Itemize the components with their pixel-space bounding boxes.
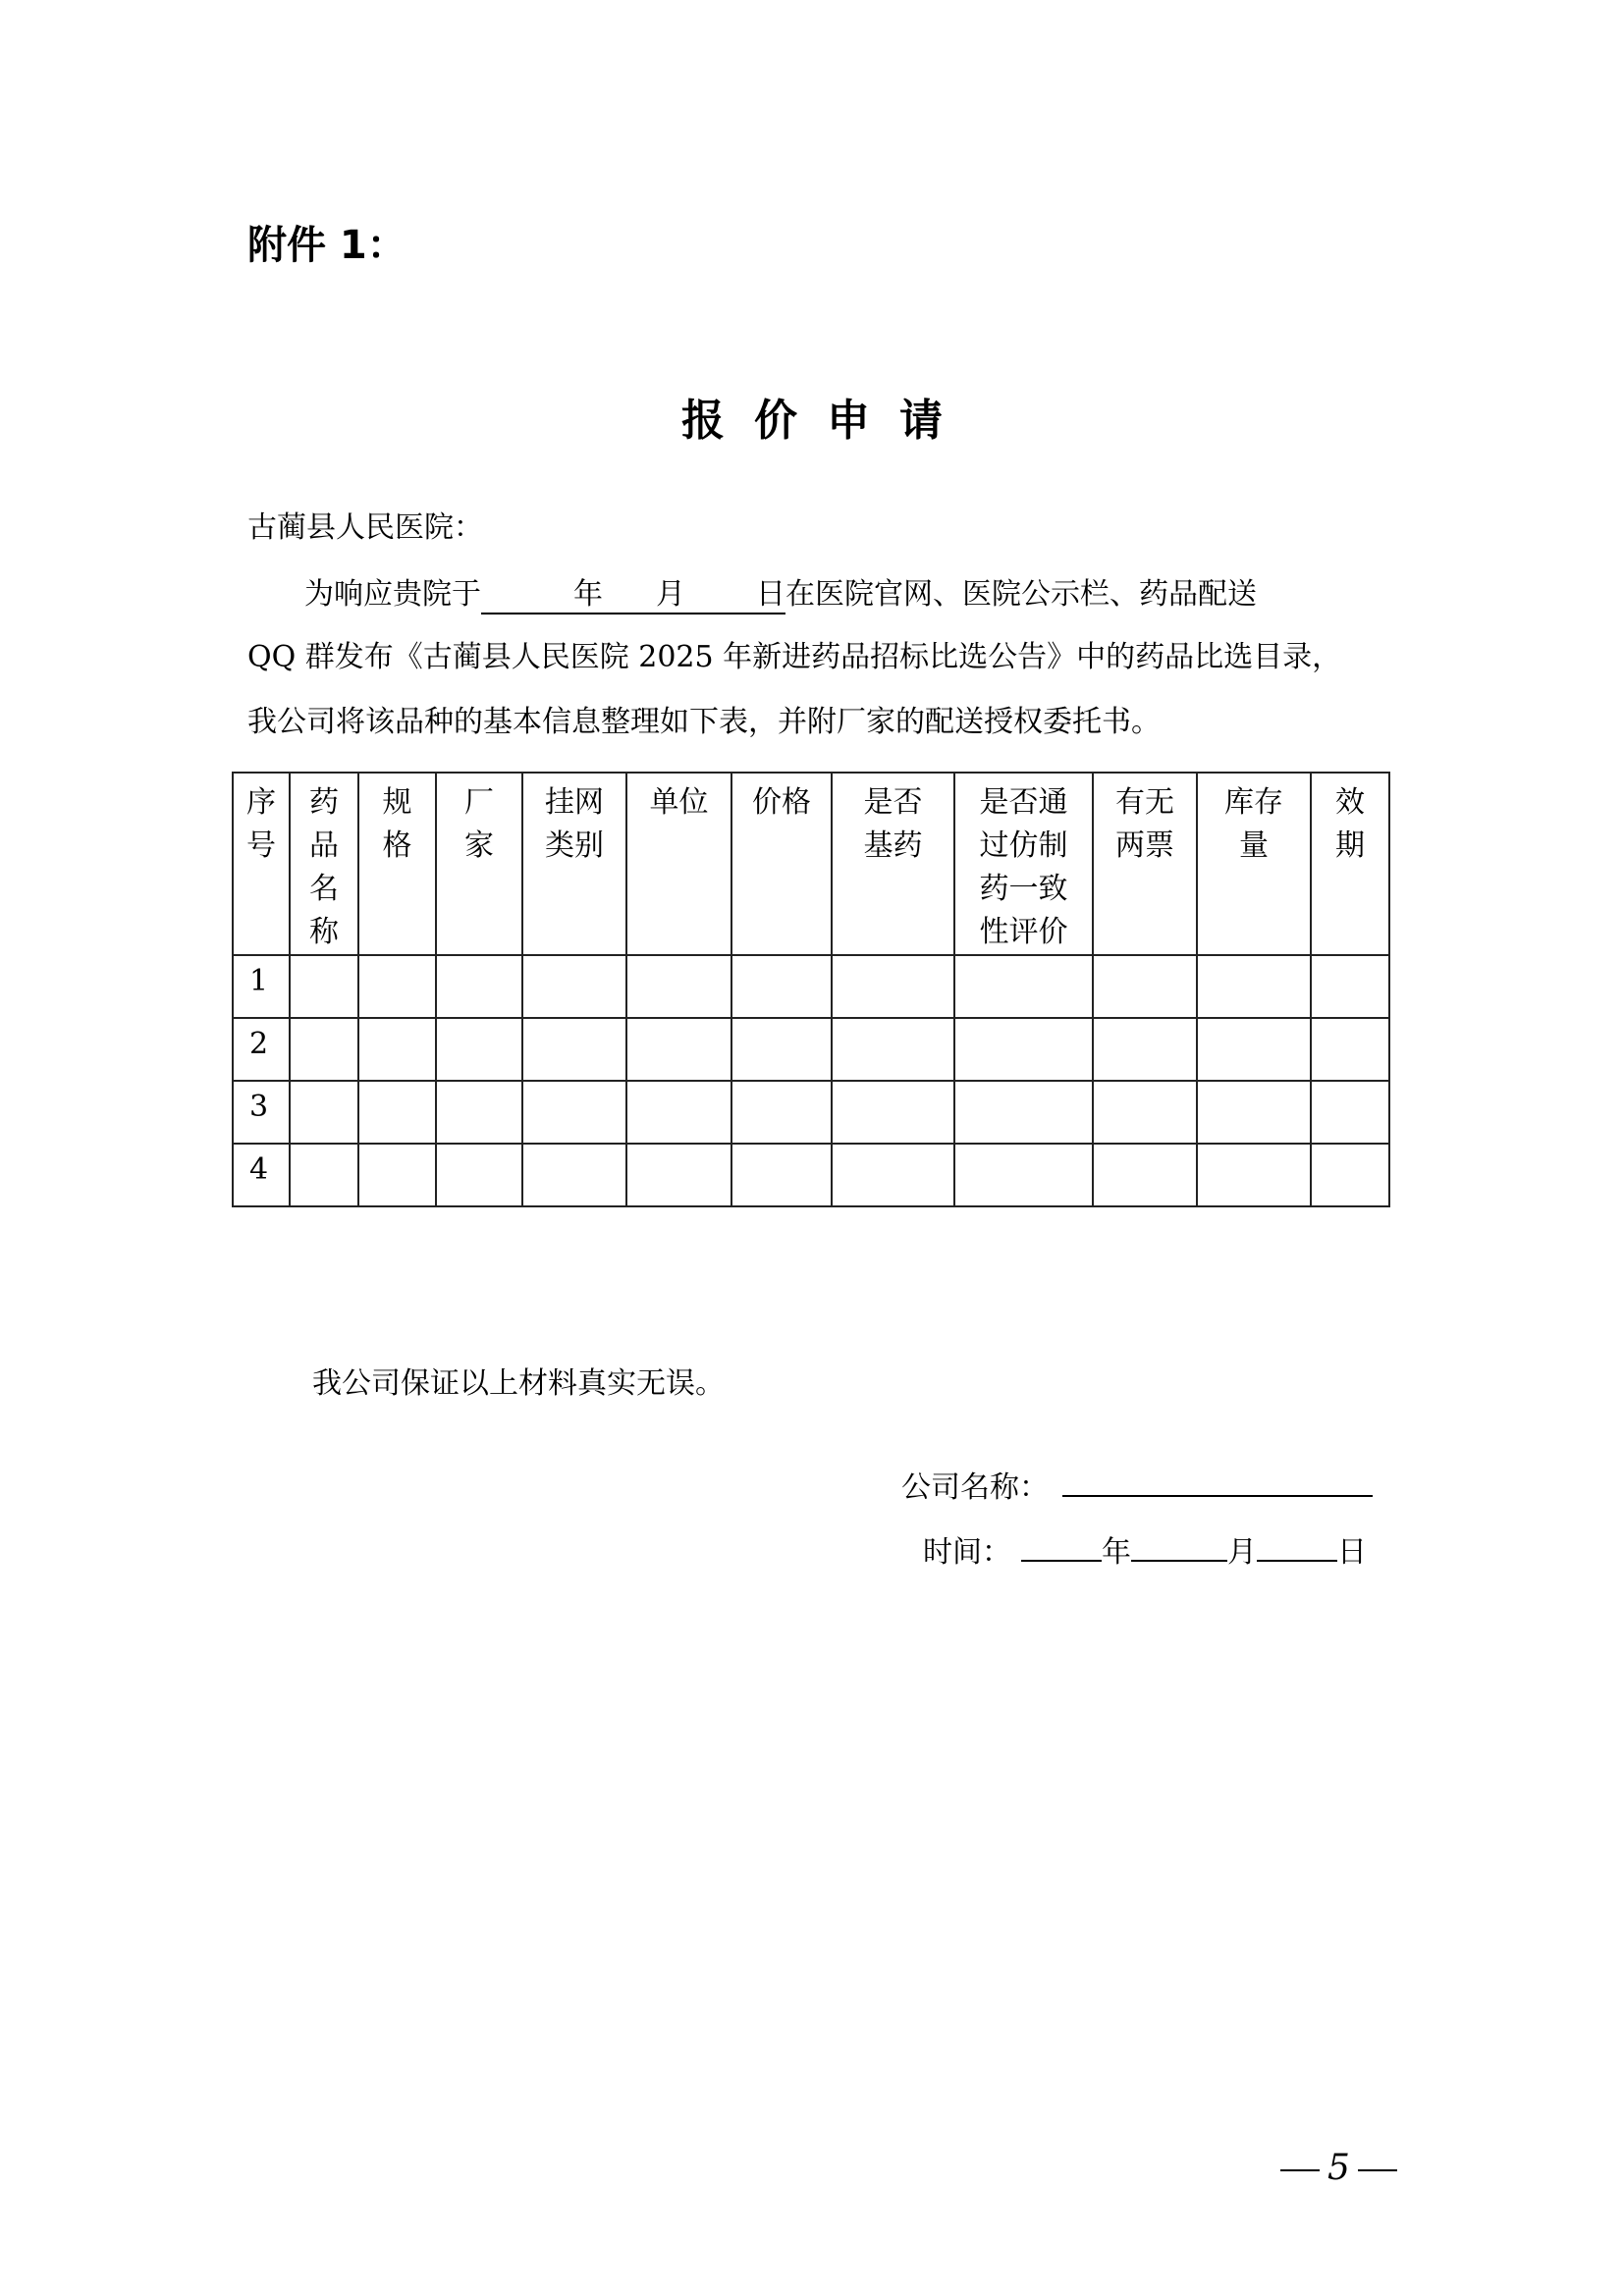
table-header-text: 药一致 bbox=[979, 872, 1068, 906]
table-cell[interactable] bbox=[358, 955, 436, 1018]
attachment-label: 附件 1： bbox=[247, 223, 406, 268]
table-cell[interactable] bbox=[522, 1144, 626, 1206]
date-month-label: 月 bbox=[656, 577, 685, 612]
body-line-3: 我公司将该品种的基本信息整理如下表，并附厂家的配送授权委托书。 bbox=[247, 705, 1161, 739]
row-index: 2 bbox=[233, 1018, 290, 1081]
table-cell[interactable] bbox=[832, 1144, 954, 1206]
page-number-dash-right bbox=[1358, 2169, 1397, 2171]
table-header-text: 挂网 bbox=[545, 785, 604, 820]
table-header-text: 规 bbox=[382, 785, 412, 820]
time-month-label: 月 bbox=[1227, 1535, 1257, 1570]
table-header-cell bbox=[436, 773, 522, 955]
company-name-label: 公司名称： bbox=[901, 1470, 1049, 1505]
table-cell[interactable] bbox=[358, 1081, 436, 1144]
table-cell[interactable] bbox=[954, 1018, 1093, 1081]
table-cell[interactable] bbox=[731, 1018, 832, 1081]
table-header-text: 过仿制 bbox=[979, 828, 1068, 863]
table-row bbox=[233, 1144, 1389, 1206]
table-cell[interactable] bbox=[626, 955, 731, 1018]
table-header-text: 价格 bbox=[752, 785, 811, 820]
table-header-cell bbox=[1311, 773, 1389, 955]
company-name-field bbox=[901, 1463, 1373, 1506]
table-cell[interactable] bbox=[1093, 1018, 1197, 1081]
table-cell[interactable] bbox=[436, 1081, 522, 1144]
date-blank[interactable] bbox=[481, 577, 785, 614]
table-cell[interactable] bbox=[436, 1144, 522, 1206]
table-cell[interactable] bbox=[522, 1018, 626, 1081]
table-header-text: 格 bbox=[382, 828, 412, 863]
table-row bbox=[233, 955, 1389, 1018]
row-index: 1 bbox=[233, 955, 290, 1018]
table-header-cell bbox=[626, 773, 731, 955]
time-day-input-line[interactable] bbox=[1257, 1532, 1337, 1562]
table-row bbox=[233, 1018, 1389, 1081]
table-header-cell bbox=[731, 773, 832, 955]
time-day-label: 日 bbox=[1337, 1535, 1367, 1570]
table-header-text: 单位 bbox=[649, 785, 709, 820]
table-header-cell bbox=[1197, 773, 1311, 955]
table-header-text: 是否通 bbox=[979, 785, 1068, 820]
page-number bbox=[1272, 2148, 1405, 2188]
table-cell[interactable] bbox=[1093, 1081, 1197, 1144]
table-cell[interactable] bbox=[1197, 1018, 1311, 1081]
table-header-text: 称 bbox=[309, 915, 339, 949]
table-cell[interactable] bbox=[1197, 1144, 1311, 1206]
table-header-text: 家 bbox=[464, 828, 494, 863]
table-cell[interactable] bbox=[626, 1081, 731, 1144]
table-cell[interactable] bbox=[436, 1018, 522, 1081]
table-cell[interactable] bbox=[358, 1144, 436, 1206]
table-header-text: 量 bbox=[1239, 828, 1269, 863]
table-header-text: 性评价 bbox=[979, 915, 1068, 949]
table-cell[interactable] bbox=[626, 1144, 731, 1206]
table-cell[interactable] bbox=[1093, 955, 1197, 1018]
date-day-label: 日 bbox=[756, 577, 785, 612]
date-year-label: 年 bbox=[573, 577, 603, 612]
table-cell[interactable] bbox=[290, 1018, 358, 1081]
table-cell[interactable] bbox=[522, 955, 626, 1018]
table-cell[interactable] bbox=[731, 955, 832, 1018]
body-line-1 bbox=[304, 577, 1257, 614]
table-cell[interactable] bbox=[1311, 1018, 1389, 1081]
table-header-cell bbox=[358, 773, 436, 955]
table-header-cell bbox=[233, 773, 290, 955]
body-line-1-prefix: 为响应贵院于 bbox=[304, 577, 481, 612]
table-cell[interactable] bbox=[1093, 1144, 1197, 1206]
table-header-text: 基药 bbox=[863, 828, 923, 863]
body-line-2: QQ 群发布《古蔺县人民医院 2025 年新进药品招标比选公告》中的药品比选目录， bbox=[247, 640, 1342, 674]
table-header-text: 名 bbox=[309, 872, 339, 906]
table-cell[interactable] bbox=[832, 1018, 954, 1081]
table-cell[interactable] bbox=[358, 1018, 436, 1081]
table-cell[interactable] bbox=[954, 955, 1093, 1018]
guarantee-statement: 我公司保证以上材料真实无误。 bbox=[312, 1366, 725, 1401]
table-cell[interactable] bbox=[436, 955, 522, 1018]
table-cell[interactable] bbox=[832, 1081, 954, 1144]
table-row bbox=[233, 1081, 1389, 1144]
table-header-text: 是否 bbox=[863, 785, 923, 820]
table-cell[interactable] bbox=[731, 1144, 832, 1206]
table-cell[interactable] bbox=[290, 955, 358, 1018]
time-field bbox=[923, 1527, 1367, 1571]
table-header-cell bbox=[290, 773, 358, 955]
table-header-cell bbox=[832, 773, 954, 955]
body-line-1-suffix: 在医院官网、医院公示栏、药品配送 bbox=[785, 577, 1257, 612]
company-name-input-line[interactable] bbox=[1062, 1466, 1373, 1497]
row-index: 4 bbox=[233, 1144, 290, 1206]
table-header-text: 号 bbox=[246, 828, 276, 863]
table-cell[interactable] bbox=[731, 1081, 832, 1144]
table-header-text: 药 bbox=[309, 785, 339, 820]
table-body bbox=[233, 955, 1389, 1206]
table-cell[interactable] bbox=[1311, 1144, 1389, 1206]
table-header-text: 两票 bbox=[1115, 828, 1174, 863]
table-header-cell bbox=[1093, 773, 1197, 955]
table-cell[interactable] bbox=[954, 1081, 1093, 1144]
table-cell[interactable] bbox=[290, 1144, 358, 1206]
table-header-text: 期 bbox=[1335, 828, 1365, 863]
page-number-dash-left bbox=[1280, 2169, 1320, 2171]
table-header-text: 类别 bbox=[545, 828, 604, 863]
table-header-text: 库存 bbox=[1224, 785, 1283, 820]
page-title: 报价申请 bbox=[681, 396, 972, 446]
table-cell[interactable] bbox=[1311, 955, 1389, 1018]
table-header-cell bbox=[954, 773, 1093, 955]
quote-table bbox=[232, 772, 1390, 1207]
table-cell[interactable] bbox=[626, 1018, 731, 1081]
table-header-cell bbox=[522, 773, 626, 955]
table-header-text: 厂 bbox=[464, 785, 494, 820]
table-cell[interactable] bbox=[1197, 1081, 1311, 1144]
page-number-value: 5 bbox=[1327, 2148, 1350, 2188]
table-header-text: 有无 bbox=[1115, 785, 1174, 820]
table-header-row bbox=[233, 773, 1389, 955]
time-month-input-line[interactable] bbox=[1131, 1532, 1227, 1562]
time-year-label: 年 bbox=[1102, 1535, 1131, 1570]
table-cell[interactable] bbox=[522, 1081, 626, 1144]
table-cell[interactable] bbox=[832, 955, 954, 1018]
table-header-text: 序 bbox=[246, 785, 276, 820]
table-cell[interactable] bbox=[1311, 1081, 1389, 1144]
time-label: 时间： bbox=[923, 1535, 1011, 1570]
table-header-text: 品 bbox=[309, 828, 339, 863]
salutation: 古蔺县人民医院： bbox=[247, 510, 483, 545]
table-cell[interactable] bbox=[1197, 955, 1311, 1018]
table-cell[interactable] bbox=[954, 1144, 1093, 1206]
row-index: 3 bbox=[233, 1081, 290, 1144]
table-header-text: 效 bbox=[1335, 785, 1365, 820]
table-cell[interactable] bbox=[290, 1081, 358, 1144]
time-year-input-line[interactable] bbox=[1021, 1532, 1102, 1562]
